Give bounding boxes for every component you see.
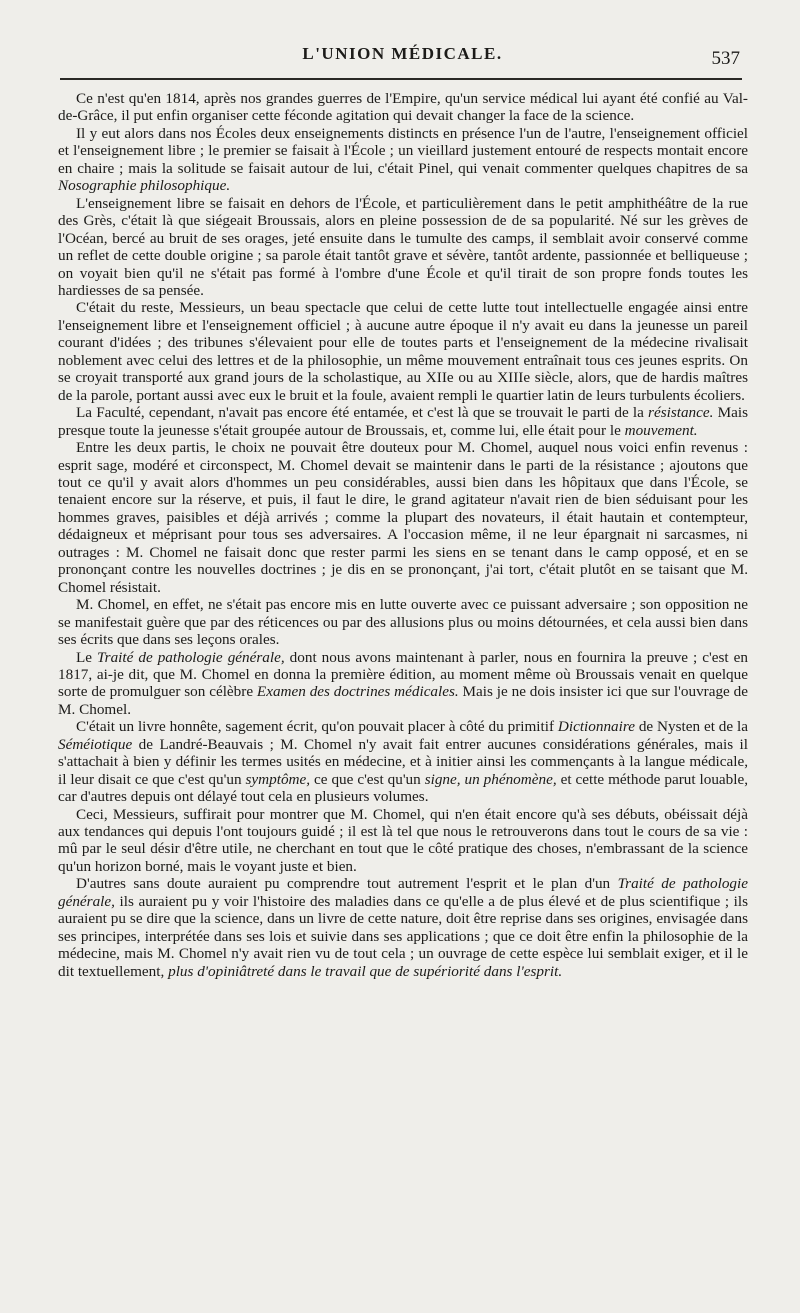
paragraph: Ce n'est qu'en 1814, après nos grandes guerres de l'Empire, qu'un service médical lui ayant été confié au Val-de-Grâce, il put enfin organiser cette féconde agitation qui devait changer la face de la science. xyxy=(58,90,748,125)
paragraph: Entre les deux partis, le choix ne pouvait être douteux pour M. Chomel, auquel nous voici enfin revenus : esprit sage, modéré et circonspect, M. Chomel devait se maintenir dans le parti de la résistance ; ajoutons que tout ce qu'il y avait alors d'hommes un peu considérables, aussi bien dans les hôpitaux que dans l'École, se tenaient encore sur la réserve, et puis, il faut le dire, le grand agitateur n'avait rien de bien séduisant pour les hommes graves, paisibles et déjà arrivés ; comme la plupart des novateurs, il était hautain et contempteur, dédaigneux et méprisant pour tous ses adversaires. A l'occasion même, il ne leur épargnait ni sarcasmes, ni outrages : M. Chomel ne faisait donc que rester parmi les siens en se tenant dans le camp opposé, et en se prononçant contre les nouvelles doctrines ; je dis en se prononçant, j'ai tort, c'était plutôt en se taisant que M. Chomel résistait. xyxy=(58,439,748,596)
paragraph: L'enseignement libre se faisait en dehors de l'École, et particulièrement dans le petit amphithéâtre de la rue des Grès, c'était là que siégeait Broussais, alors en pleine possession de de sa popularité. Né sur les grèves de l'Océan, bercé au bruit de ses orages, jeté ensuite dans le tumulte des camps, il semblait avoir conservé comme un reflet de cette double origine ; sa parole était tantôt grave et sévère, tantôt ardente, passionnée et belliqueuse ; on voyait bien qu'il ne s'était pas formé à l'ombre d'une École et qu'il tirait de son propre fonds toutes les hardiesses de sa pensée. xyxy=(58,194,748,299)
paragraph: C'était un livre honnête, sagement écrit, qu'on pouvait placer à côté du primitif Dictionnaire de Nysten et de la Séméiotique de Landré-Beauvais ; M. Chomel n'y avait fait entrer aucunes considérations générales, mais il s'attachait à bien y définir les termes usités en médecine, et à initier ainsi les commençants à la langue médicale, il leur disait ce que c'est qu'un symptôme, ce que c'est qu'un signe, un phénomène, et cette méthode parut louable, car d'autres depuis ont délayé tout cela en plusieurs volumes. xyxy=(58,718,749,806)
article-body xyxy=(58,90,748,980)
header-rule xyxy=(60,78,742,80)
running-title: L'UNION MÉDICALE. xyxy=(302,44,503,63)
paragraph: Il y eut alors dans nos Écoles deux enseignements distincts en présence l'un de l'autre, l'enseignement officiel et l'enseignement libre ; le premier se faisait à l'École ; un vieillard justement entouré de respects montait encore en chaire ; mais la solitude se faisait autour de lui, c'était Pinel, qui venait commenter quelques chapitres de sa Nosographie philosophique. xyxy=(58,124,748,195)
paragraph: Ceci, Messieurs, suffirait pour montrer que M. Chomel, qui n'en était encore qu'à ses débuts, obéissait déjà aux tendances qui depuis l'ont toujours guidé ; il est là tel que nous le retrouverons dans tout le cours de sa vie : mû par le seul désir d'être utile, ne cherchant en tout que le côté pratique des choses, n'embrassant de la science qu'un horizon borné, mais le voyant juste et bien. xyxy=(58,805,748,875)
paragraph: La Faculté, cependant, n'avait pas encore été entamée, et c'est là que se trouvait le parti de la résistance. Mais presque toute la jeunesse s'était groupée autour de Broussais, et, comme lui, elle était pour le mouvement. xyxy=(58,404,748,439)
paragraph: C'était du reste, Messieurs, un beau spectacle que celui de cette lutte tout intellectuelle engagée ainsi entre l'enseignement libre et l'enseignement officiel ; à aucune autre époque il n'y avait eu dans la jeunesse un pareil courant d'idées ; des tribunes s'élevaient pour elle de toutes parts et l'enseignement de la médecine rivalisait noblement avec celui des lettres et de la philosophie, un même mouvement entraînait tous ces jeunes esprits. On se croyait transporté aux grand jours de la scholastique, au XIIe ou au XIIIe siècle, alors, que de hardis maîtres de la parole, portant aussi avec eux le bruit et la foule, avaient rempli le quartier latin de leurs turbulents écoliers. xyxy=(58,299,748,404)
paragraph: Le Traité de pathologie générale, dont nous avons maintenant à parler, nous en fournira la preuve ; c'est en 1817, ai-je dit, que M. Chomel en donna la première édition, au moment même où Broussais venait en quelque sorte de promulguer son célèbre Examen des doctrines médicales. Mais je ne dois insister ici que sur l'ouvrage de M. Chomel. xyxy=(58,648,748,718)
paragraph: D'autres sans doute auraient pu comprendre tout autrement l'esprit et le plan d'un Traité de pathologie générale, ils auraient pu y voir l'histoire des maladies dans ce qu'elle a de plus élevé et de plus scientifique ; ils auraient pu se dire que la science, dans un livre de cette nature, doit être reprise dans ses origines, envisagée dans ses principes, interprétée dans ses lois et suivie dans ses applications ; que ce doit être enfin la philosophie de la médecine, mais M. Chomel n'y avait rien vu de tout cela ; un ouvrage de cette espèce lui semblait exiger, et il le dit textuellement, plus d'opiniâtreté dans le travail que de supériorité dans l'esprit. xyxy=(58,875,748,980)
page-number: 537 xyxy=(711,48,740,69)
page-header xyxy=(60,40,745,74)
paragraph: M. Chomel, en effet, ne s'était pas encore mis en lutte ouverte avec ce puissant adversaire ; son opposition ne se manifestait guère que par des réticences ou par des allusions plus ou moins détournées, et cela aussi bien dans ses écrits que dans ses leçons orales. xyxy=(58,596,748,649)
